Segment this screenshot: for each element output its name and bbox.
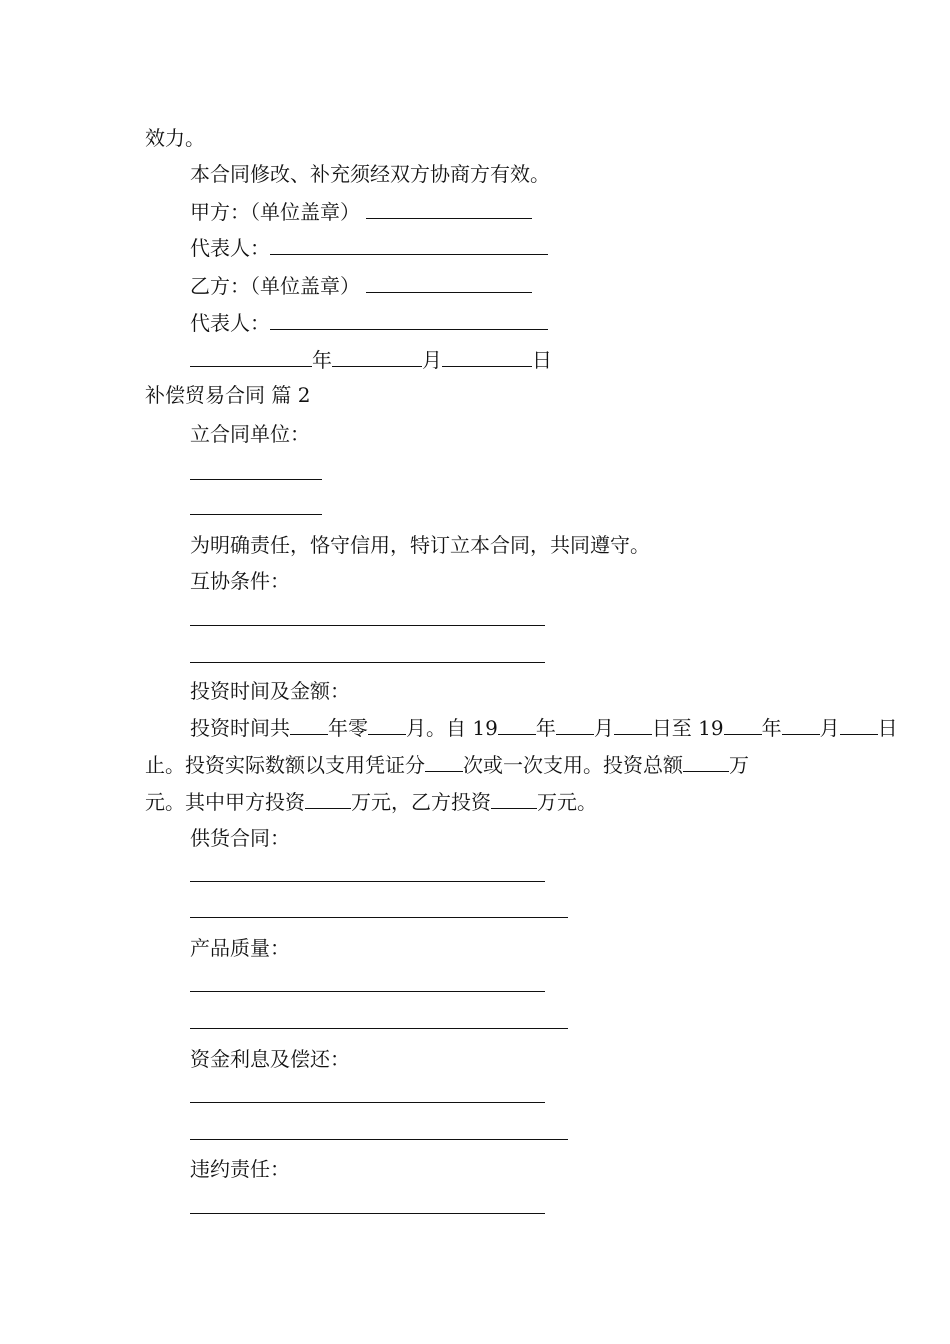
fill-blank xyxy=(190,513,322,515)
paragraph-line: 投资时间共 年零 月。自 19 年 月 日至 19 年 月 日 xyxy=(190,712,898,742)
text-line: 本合同修改、补充须经双方协商方有效。 xyxy=(190,162,550,186)
party-b-line: 乙方：（单位盖章） xyxy=(190,270,532,300)
fill-blank xyxy=(840,712,878,735)
fill-blank xyxy=(614,712,652,735)
fill-blank xyxy=(782,712,820,735)
representative-line: 代表人： xyxy=(190,307,548,337)
representative-line: 代表人： xyxy=(190,232,548,262)
party-a-line: 甲方：（单位盖章） xyxy=(190,196,532,226)
fill-blank xyxy=(724,712,762,735)
text-line: 产品质量： xyxy=(190,936,290,960)
fill-blank xyxy=(190,916,568,918)
text-line: 立合同单位： xyxy=(190,422,310,446)
section-heading: 补偿贸易合同 篇 2 xyxy=(145,383,311,407)
fill-blank xyxy=(368,712,406,735)
fill-blank xyxy=(190,1101,545,1103)
fill-blank xyxy=(442,344,532,367)
text-line: 投资时间及金额： xyxy=(190,679,350,703)
text-line: 互协条件： xyxy=(190,569,290,593)
fill-blank xyxy=(270,307,548,330)
fill-blank xyxy=(190,661,545,663)
paragraph-line: 元。其中甲方投资 万元，乙方投资 万元。 xyxy=(145,786,597,816)
fill-blank xyxy=(190,1138,568,1140)
fill-blank xyxy=(366,270,532,293)
fill-blank xyxy=(270,232,548,255)
fill-blank xyxy=(190,880,545,882)
text-line: 资金利息及偿还： xyxy=(190,1047,350,1071)
text-line: 为明确责任，恪守信用，特订立本合同，共同遵守。 xyxy=(190,533,650,557)
fill-blank xyxy=(190,624,545,626)
fill-blank xyxy=(290,712,328,735)
text-line: 违约责任： xyxy=(190,1157,290,1181)
fill-blank xyxy=(332,344,422,367)
fill-blank xyxy=(190,1212,545,1214)
text-line: 效力。 xyxy=(145,126,205,150)
fill-blank xyxy=(425,749,463,772)
fill-blank xyxy=(190,990,545,992)
fill-blank xyxy=(190,344,312,367)
paragraph-line: 止。投资实际数额以支用凭证分 次或一次支用。投资总额 万 xyxy=(145,749,749,779)
date-line: 年 月 日 xyxy=(190,344,552,374)
fill-blank xyxy=(366,196,532,219)
fill-blank xyxy=(305,786,351,809)
fill-blank xyxy=(190,478,322,480)
fill-blank xyxy=(190,1027,568,1029)
fill-blank xyxy=(491,786,537,809)
text-line: 供货合同： xyxy=(190,826,290,850)
fill-blank xyxy=(556,712,594,735)
fill-blank xyxy=(683,749,729,772)
fill-blank xyxy=(498,712,536,735)
